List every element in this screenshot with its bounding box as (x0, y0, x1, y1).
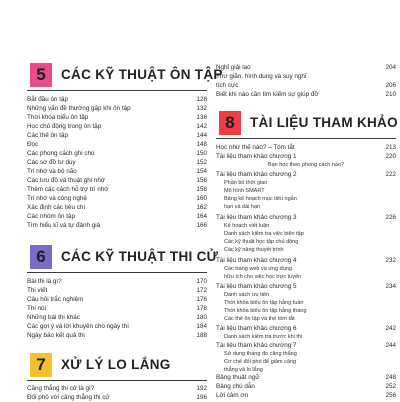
chapter-7-header (27, 352, 207, 381)
chapter-8-badge: 8 (219, 111, 241, 135)
toc-entry[interactable]: Những vấn đề thường gặp khi ôn tập 132 (27, 105, 207, 112)
toc-entry[interactable]: Đọc 148 (27, 141, 207, 148)
toc-sub-entry: Kế hoạch viết luận (224, 223, 270, 229)
toc-sub-entry: Bảng kế hoạch mục tiêu ngắn (224, 196, 297, 202)
toc-entry[interactable]: Câu hỏi trắc nghiệm 176 (27, 296, 207, 303)
chapter-6-title: CÁC KỸ THUẬT THI CỬ (61, 249, 219, 264)
toc-sub-entry: hạn và dài hạn (224, 204, 261, 210)
chapter-8-header (216, 110, 396, 139)
toc-entry[interactable]: Các nhóm ôn tập 164 (27, 213, 207, 220)
chapter-5-title: CÁC KỸ THUẬT ÔN TẬP (61, 67, 223, 82)
toc-entry[interactable]: Tài liệu tham khảo chương 1 220 (216, 153, 396, 160)
chapter-8-title: TÀI LIỆU THAM KHẢO (250, 115, 398, 130)
toc-entry[interactable]: Thi viết 172 (27, 287, 207, 294)
toc-sub-entry: Bạn học theo phong cách nào? (267, 162, 345, 168)
toc-sub-entry: Mô hình SMART (224, 188, 265, 194)
toc-entry[interactable]: Bài thi là gì? 170 (27, 278, 207, 285)
chapter-6-badge: 6 (30, 245, 52, 269)
toc-entry[interactable]: Các sơ đồ tư duy 152 (27, 159, 207, 166)
toc-entry[interactable]: Tài liệu tham khảo chương 6 242 (216, 325, 396, 332)
toc-entry[interactable]: Trí nhớ và bộ não 154 (27, 168, 207, 175)
toc-sub-entry: Các kỹ thuật học tập chủ động (224, 239, 299, 245)
toc-entry[interactable]: Thư giãn, hình dung và suy nghĩ (216, 73, 307, 80)
toc-entry[interactable]: Học như thế nào? – Tóm tắt 213 (216, 144, 396, 151)
toc-entry[interactable]: Biết khi nào cần tìm kiếm sự giúp đỡ 210 (216, 91, 396, 98)
toc-sub-entry: thẳng và lo lắng (224, 367, 263, 373)
toc-sub-entry: Cơ chế đối phó để giảm căng (224, 359, 297, 365)
toc-entry[interactable]: Tài liệu tham khảo chương 5 234 (216, 283, 396, 290)
chapter-5-header (27, 62, 223, 91)
toc-entry[interactable]: Nghỉ giải lao 204 (216, 64, 396, 71)
chapter-7-title: XỬ LÝ LO LẮNG (61, 357, 171, 372)
toc-sub-entry: Các thẻ ôn tập và thẻ tóm tắt (224, 316, 295, 322)
toc-entry[interactable]: Bảng thuật ngữ 248 (216, 374, 396, 381)
toc-sub-entry: Thời khóa biểu ôn tập hằng tháng (224, 308, 307, 314)
toc-entry[interactable]: Ngày báo kết quả thi 188 (27, 332, 207, 339)
toc-entry[interactable]: Các thẻ ôn tập 144 (27, 132, 207, 139)
toc-entry[interactable]: Các gợi ý và lời khuyên cho ngày thi 184 (27, 323, 207, 330)
toc-entry[interactable]: tích cực 206 (216, 82, 396, 89)
chapter-6-header (27, 244, 219, 273)
toc-entry[interactable]: Bảng chú dẫn 252 (216, 383, 396, 390)
toc-sub-entry: Danh sách kiểm tra trước khi thi (224, 334, 303, 340)
toc-sub-entry: Các trang web và ứng dụng (224, 266, 292, 272)
toc-entry[interactable]: Thời khóa biểu ôn tập 136 (27, 114, 207, 121)
toc-sub-entry: Danh sách kiểm tra việc biên tập (224, 231, 304, 237)
toc-entry[interactable]: Đối phó với căng thẳng thi cử 196 (27, 394, 207, 401)
toc-entry[interactable]: Trí nhớ và công nghệ 160 (27, 195, 207, 202)
toc-entry[interactable]: Tìm hiểu kĩ và tự đánh giá 166 (27, 222, 207, 229)
toc-entry[interactable]: Tài liệu tham khảo chương 3 226 (216, 214, 396, 221)
toc-sub-entry: hữu ích cho việc học trực tuyến (224, 274, 302, 280)
toc-entry[interactable]: Xác định các tiêu chí 162 (27, 204, 207, 211)
toc-entry[interactable]: Tài liệu tham khảo chương 4 232 (216, 257, 396, 264)
toc-entry[interactable]: Thêm các cách hỗ trợ trí nhớ 158 (27, 186, 207, 193)
chapter-5-badge: 5 (30, 63, 52, 87)
toc-entry[interactable]: Lời cảm ơn 256 (216, 392, 396, 399)
toc-sub-entry: Phần bố thời gian (224, 180, 268, 186)
toc-sub-entry: Danh sách ưu tiên (224, 292, 269, 298)
toc-entry[interactable]: Những bài thi khác 180 (27, 314, 207, 321)
toc-entry[interactable]: Học chủ động trong ôn tập 142 (27, 123, 207, 130)
toc-entry[interactable]: Thi nói 178 (27, 305, 207, 312)
toc-sub-entry: Các kỹ năng thuyết trình (224, 247, 284, 253)
toc-entry[interactable]: Các lưu đồ và thuật ghi nhớ 156 (27, 177, 207, 184)
toc-entry[interactable]: Tài liệu tham khảo chương 7 244 (216, 342, 396, 349)
toc-entry[interactable]: Tài liệu tham khảo chương 2 222 (216, 171, 396, 178)
toc-entry[interactable]: Các phong cách ghi chú 150 (27, 150, 207, 157)
toc-sub-entry: Thời khóa biểu ôn tập hằng tuần (224, 300, 304, 306)
toc-entry[interactable]: Bắt đầu ôn tập 128 (27, 96, 207, 103)
chapter-7-badge: 7 (30, 353, 52, 377)
toc-entry[interactable]: Căng thẳng thi cử là gì? 192 (27, 385, 207, 392)
toc-sub-entry: Sử dụng thang đo căng thẳng (224, 351, 297, 357)
